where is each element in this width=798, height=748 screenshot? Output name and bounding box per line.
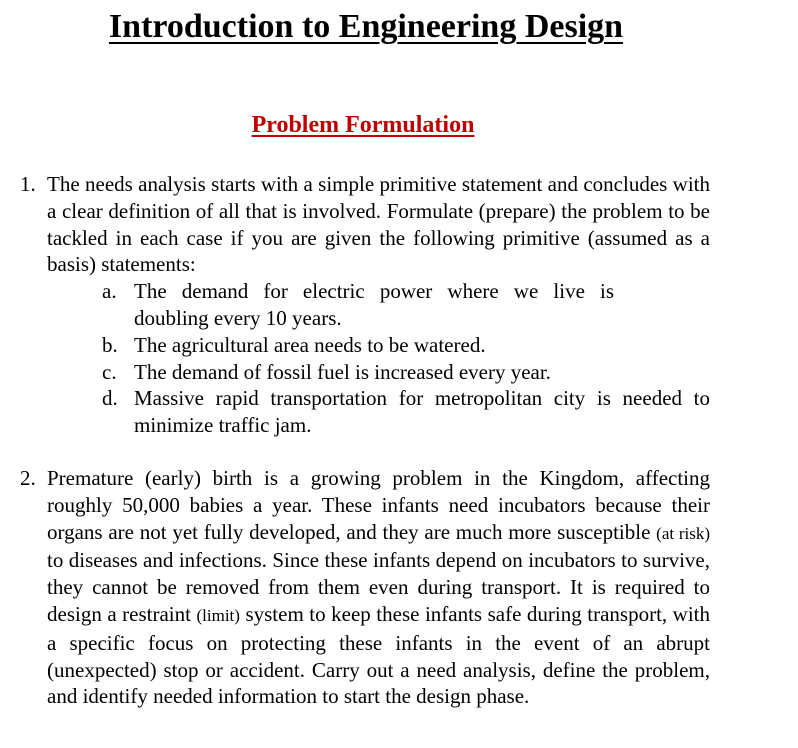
problem-2-note-at-risk: (at risk) [656, 523, 710, 543]
list-item-b [102, 332, 710, 359]
problem-2-text-part-1: Premature (early) birth is a growing problem in the Kingdom, affecting roughly 50,000 babies a year. These infants need incubators because their organs are not yet fully developed, and they are much more susceptible [47, 466, 710, 544]
problem-2-text-part-3: system to keep these infants safe during transport, with a specific focus on protecting these infants in the event of an abrupt (unexpected) stop or accident. Carry out a need analysis, define the problem, and identify needed information to start the design phase. [47, 601, 711, 709]
list-item-d [102, 385, 710, 439]
list-item-c [102, 359, 710, 386]
problem-1-statement: The needs analysis starts with a simple primitive statement and concludes with a clear definition of all that is involved. Formulate (prepare) the problem to be tackled in each case if you are given the following primitive (assumed as a basis) statements: [47, 172, 710, 277]
problem-2 [20, 465, 710, 710]
list-item-text: Massive rapid transportation for metropolitan city is needed to minimize traffic jam. [134, 386, 710, 438]
problem-1 [20, 171, 710, 439]
problem-number: 2. [20, 466, 36, 490]
list-item-letter: d. [102, 386, 118, 411]
list-item-letter: b. [102, 332, 118, 357]
list-item-text: The demand of fossil fuel is increased every year. [134, 359, 551, 384]
list-item-text: The demand for electric power where we live is doubling every 10 years. [134, 279, 614, 330]
list-item-text: The agricultural area needs to be watered. [134, 332, 486, 357]
problem-2-statement [47, 465, 710, 710]
problem-2-note-limit: (limit) [196, 605, 240, 625]
problem-1-statements-list [47, 278, 710, 439]
list-item-letter: a. [102, 279, 117, 304]
problem-number: 1. [20, 172, 36, 196]
list-item-letter: c. [102, 359, 117, 384]
section-subtitle-text: Problem Formulation [251, 112, 475, 138]
problem-2-text-part-2: to diseases and infections. Since these infants depend on incubators to survive, they cannot be removed from them even during transport. It is required to design a restraint [47, 548, 710, 626]
problem-1-body [47, 171, 710, 439]
document-title-text: Introduction to Engineering Design [108, 8, 624, 45]
section-subtitle [0, 112, 726, 139]
list-item-a [102, 278, 614, 332]
document-title [0, 8, 728, 46]
